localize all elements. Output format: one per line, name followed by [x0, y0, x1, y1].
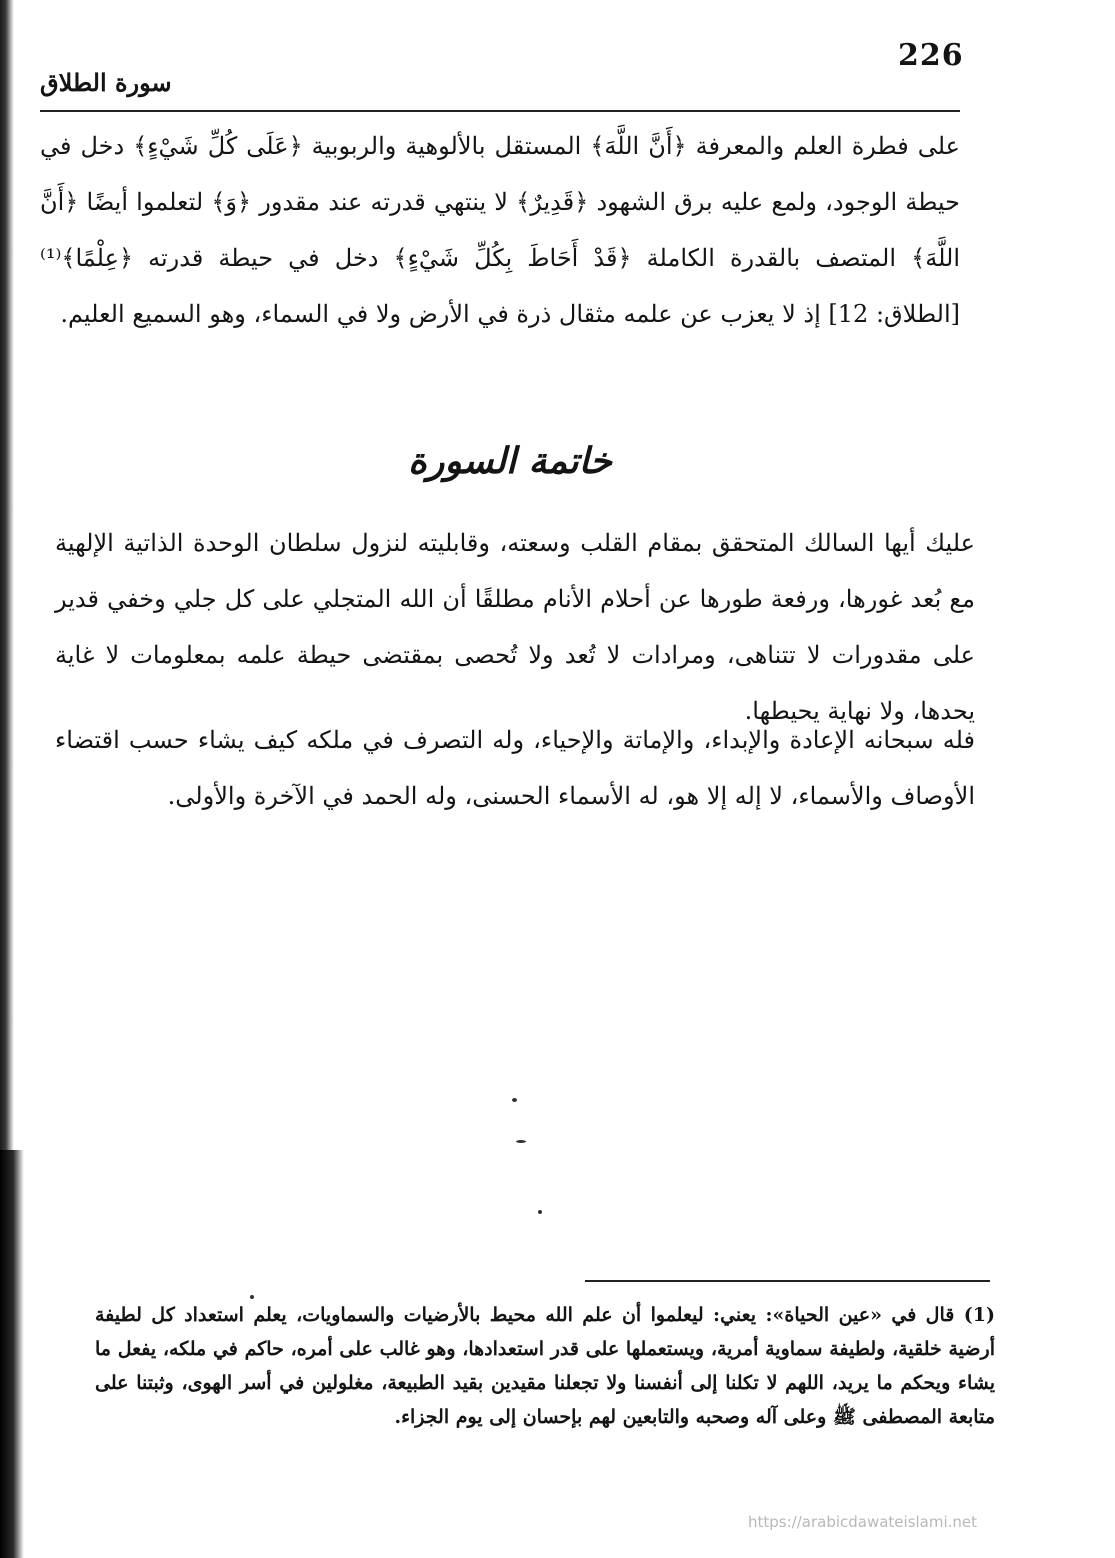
running-head-surah-title: سورة الطلاق — [40, 68, 172, 97]
scan-dark-edge-lower — [0, 1150, 24, 1558]
footnote-text: قال في «عين الحياة»: يعني: ليعلموا أن علم الله محيط بالأرضيات والسماويات، يعلم استعداد كل لطيفة أرضية خلقية، ولطيفة سماوية أمرية، ويستعملها على قدر استعدادها، وهو غالب على أمره، حاكم في ملكه، يفعل ما يشاء ويحكم ما يريد، اللهم لا تكلنا إلى أنفسنا ولا تجعلنا مقيدين بقيد الطبيعة، مغلولين في أسر الهوى، وثبتنا على متابعة المصطفى ﷺ وعلى آله وصحبه والتابعين لهم بإحسان إلى يوم الجزاء. — [95, 1304, 995, 1428]
scan-speck — [516, 1140, 526, 1143]
body-paragraph-3: فله سبحانه الإعادة والإبداء، والإماتة والإحياء، وله التصرف في ملكه كيف يشاء حسب اقتضاء الأوصاف والأسماء، لا إله إلا هو، له الأسماء الحسنى، وله الحمد في الآخرة والأولى. — [55, 726, 975, 810]
footnote — [95, 1298, 995, 1434]
footnote-marker: (1) — [963, 1304, 996, 1326]
footnote-rule — [585, 1280, 990, 1282]
page-number: 226 — [898, 38, 964, 73]
scan-speck — [512, 1098, 517, 1102]
body-paragraph-2: عليك أيها السالك المتحقق بمقام القلب وسعته، وقابليته لنزول سلطان الوحدة الذاتية الإلهية مع بُعد غورها، ورفعة طورها عن أحلام الأنام مطلقًا أن الله المتجلي على كل جلي وخفي قدير على مقدورات لا تتناهى، ومرادات لا تُعد ولا تُحصى بمقتضى حيطة علمه بمعلومات لا غاية يحدها، ولا نهاية يحيطها. — [55, 529, 975, 725]
scan-speck — [538, 1210, 542, 1214]
watermark-url: https://arabicdawateislami.net — [748, 1513, 978, 1531]
header-rule — [40, 110, 960, 112]
body-paragraph-1: على فطرة العلم والمعرفة ﴿أَنَّ اللَّهَ﴾ المستقل بالألوهية والربوبية ﴿عَلَى كُلِّ شَيْءٍ﴾ دخل في حيطة الوجود، ولمع عليه برق الشهود ﴿قَدِيرٌ﴾ لا ينتهي قدرته عند مقدور ﴿وَ﴾ لتعلموا أيضًا ﴿أَنَّ اللَّهَ﴾ المتصف بالقدرة الكاملة ﴿قَدْ أَحَاطَ بِكُلِّ شَيْءٍ﴾ دخل في حيطة قدرته ﴿عِلْمًا﴾⁽¹⁾ [الطلاق: 12] إذ لا يعزب عن علمه مثقال ذرة في الأرض ولا في السماء، وهو السميع العليم. — [40, 132, 961, 328]
section-title: خاتمة السورة — [408, 440, 612, 482]
